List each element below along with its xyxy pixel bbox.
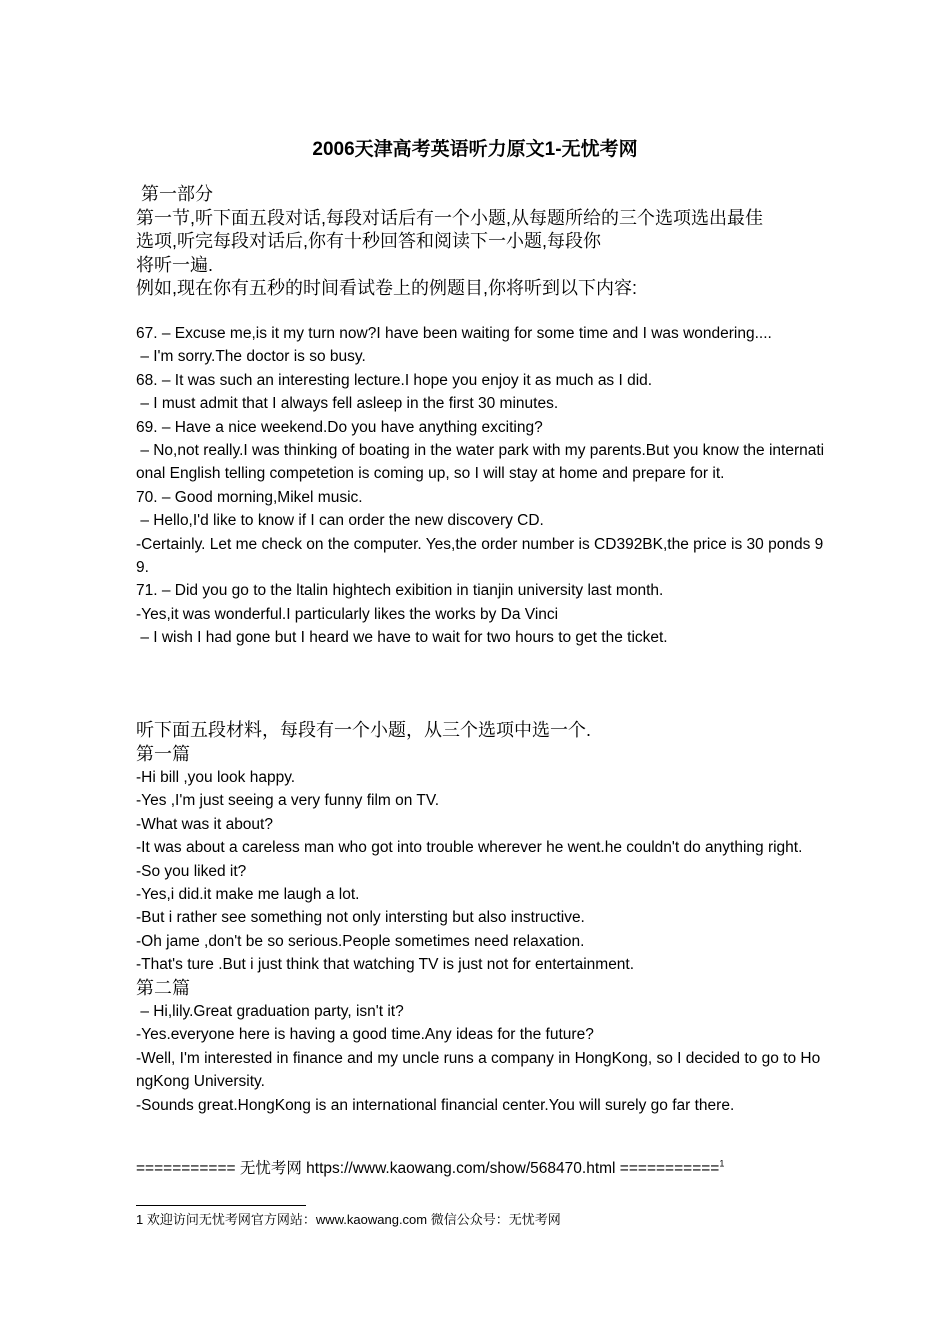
- part1-heading: 第一篇: [136, 743, 190, 764]
- footnote-marker: 1: [719, 1158, 725, 1169]
- footnote-divider: [136, 1205, 306, 1206]
- source-line: [136, 1157, 826, 1180]
- part1-line: -That's ture .But i just think that watching TV is just not for entertainment.: [136, 956, 635, 974]
- intro-line: 第一节,听下面五段对话,每段对话后有一个小题,从每题所给的三个选项选出最佳: [136, 207, 763, 228]
- dialogue-line: 70. – Good morning,Mikel music.: [136, 488, 363, 506]
- part2-line: -Well, I'm interested in finance and my uncle runs a company in HongKong, so I decided to go to HongKong University.: [136, 1049, 821, 1091]
- dialogue-line: -Certainly. Let me check on the computer. Yes,the order number is CD392BK,the price is 30 ponds 99.: [136, 535, 824, 577]
- section2-heading: 听下面五段材料，每段有一个小题，从三个选项中选一个.: [136, 720, 591, 740]
- part1-line: -Oh jame ,don't be so serious.People sometimes need relaxation.: [136, 932, 585, 950]
- part1-line: -Hi bill ,you look happy.: [136, 768, 296, 786]
- document-title: 2006天津高考英语听力原文1-无忧考网: [312, 139, 638, 160]
- part2-line: – Hi,lily.Great graduation party, isn't it?: [136, 1002, 404, 1020]
- part2-line: -Sounds great.HongKong is an international financial center.You will surely go far there.: [136, 1096, 735, 1114]
- part1-line: -So you liked it?: [136, 862, 247, 880]
- part2-line: -Yes.everyone here is having a good time.Any ideas for the future?: [136, 1026, 594, 1044]
- intro-line: 将听一遍.: [136, 254, 214, 275]
- intro-line: 选项,听完每段对话后,你有十秒回答和阅读下一小题,每段你: [136, 231, 602, 251]
- part2-heading: 第二篇: [136, 977, 190, 998]
- section1-dialogues: [136, 322, 826, 650]
- footnote: 1 欢迎访问无忧考网官方网站：www.kaowang.com 微信公众号：无忧考网: [136, 1212, 561, 1227]
- part1-line: -But i rather see something not only intersting but also instructive.: [136, 909, 585, 927]
- dialogue-line: – No,not really.I was thinking of boating in the water park with my parents.But you know the international English telling competetion is coming up, so I will stay at home and prepare for it.: [136, 442, 825, 483]
- intro-line: 例如,现在你有五秒的时间看试卷上的例题目,你将听到以下内容:: [136, 278, 638, 298]
- section2: [136, 719, 826, 1117]
- part1-line: -It was about a careless man who got into trouble wherever he went.he couldn't do anything right.: [136, 839, 803, 857]
- source-link-text[interactable]: =========== 无忧考网 https://www.kaowang.com/show/568470.html ===========: [136, 1160, 720, 1177]
- dialogue-line: – Hello,I'd like to know if I can order the new discovery CD.: [136, 512, 544, 530]
- part1-line: -What was it about?: [136, 815, 273, 833]
- dialogue-line: – I must admit that I always fell asleep in the first 30 minutes.: [136, 395, 559, 413]
- dialogue-line: -Yes,it was wonderful.I particularly likes the works by Da Vinci: [136, 605, 559, 623]
- dialogue-line: 69. – Have a nice weekend.Do you have anything exciting?: [136, 418, 543, 436]
- part1-line: -Yes,i did.it make me laugh a lot.: [136, 885, 360, 903]
- part1-line: -Yes ,I'm just seeing a very funny film on TV.: [136, 792, 440, 810]
- dialogue-line: 71. – Did you go to the ltalin hightech exibition in tianjin university last month.: [136, 582, 664, 600]
- instructions: [136, 183, 826, 301]
- intro-line: 第一部分: [136, 184, 214, 204]
- dialogue-line: – I wish I had gone but I heard we have to wait for two hours to get the ticket.: [136, 629, 668, 647]
- dialogue-line: – I'm sorry.The doctor is so busy.: [136, 348, 366, 366]
- dialogue-line: 68. – It was such an interesting lecture.I hope you enjoy it as much as I did.: [136, 371, 653, 389]
- dialogue-line: 67. – Excuse me,is it my turn now?I have been waiting for some time and I was wondering....: [136, 325, 772, 342]
